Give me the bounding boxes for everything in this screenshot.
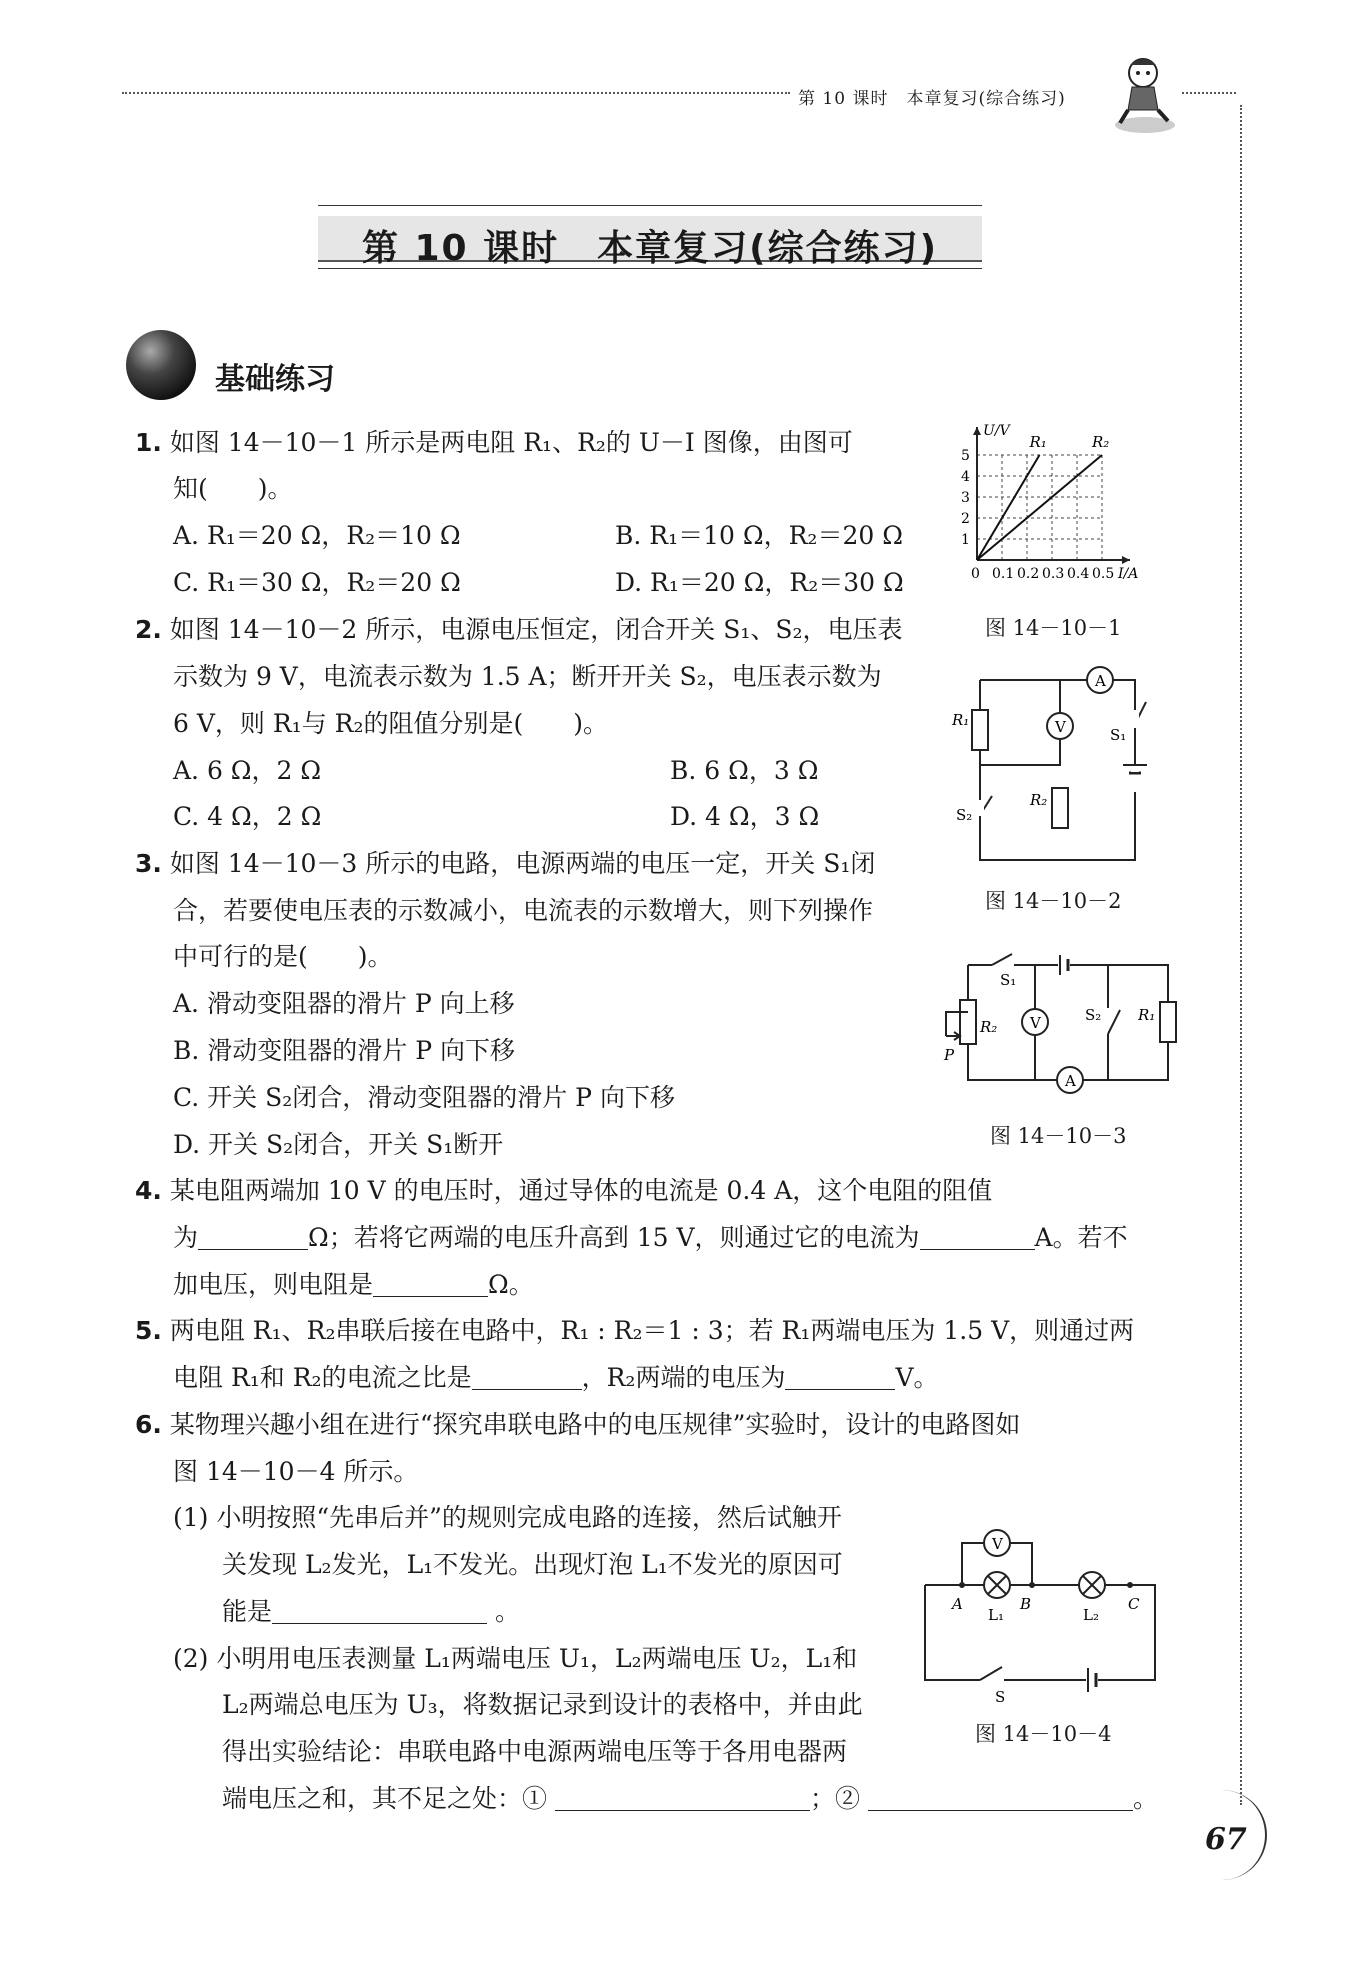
- y-axis-arrow-icon: [973, 427, 981, 435]
- q6: [135, 1412, 1020, 1437]
- resistor-r1: [1160, 1002, 1176, 1042]
- figure-14-10-2-caption: 图 14－10－2: [985, 889, 1122, 913]
- q2-number: 2.: [135, 615, 162, 644]
- q1-option-a: A. R₁＝20 Ω，R₂＝10 Ω: [173, 521, 461, 550]
- q2: [135, 617, 903, 642]
- q6-p1-line1: (1) 小明按照“先串后并”的规则完成电路的连接，然后试触开: [173, 1503, 842, 1532]
- q4-line2: [173, 1225, 1128, 1250]
- q5-number: 5.: [135, 1316, 162, 1345]
- q5-line1: 两电阻 R₁、R₂串联后接在电路中，R₁ : R₂＝1 : 3；若 R₁两端电压为 1.5 V，则通过两: [169, 1316, 1135, 1345]
- q5-line2: [173, 1365, 939, 1390]
- q6-p2-line3: 得出实验结论：串联电路中电源两端电压等于各用电器两: [222, 1737, 848, 1766]
- f3-r1-label: R₁: [1138, 1006, 1156, 1024]
- q6-line2: 图 14－10－4 所示。: [173, 1457, 419, 1486]
- figure-14-10-4-circuit: [920, 1515, 1170, 1706]
- figure-14-10-1-chart: [945, 395, 1185, 595]
- f4-b-label: B: [1020, 1595, 1032, 1613]
- f3-p-label: P: [944, 1046, 955, 1064]
- x-tick-label: 0.2: [1017, 566, 1040, 582]
- resistor-r2: [1052, 788, 1068, 828]
- x-tick-label: 0.3: [1042, 566, 1065, 582]
- page-title: 第 10 课时 本章复习(综合练习): [361, 228, 939, 269]
- q5-text-a: 电阻 R₁和 R₂的电流之比是: [173, 1363, 472, 1392]
- q4-number: 4.: [135, 1176, 162, 1205]
- q3-option-d: D. 开关 S₂闭合，开关 S₁断开: [173, 1130, 504, 1159]
- q6-p2-line2: L₂两端总电压为 U₃，将数据记录到设计的表格中，并由此: [222, 1690, 863, 1719]
- q3-line1: 如图 14－10－3 所示的电路，电源两端的电压一定，开关 S₁闭: [169, 849, 876, 878]
- series-label-1: R₁: [1029, 433, 1047, 451]
- q1-option-d: D. R₁＝20 Ω，R₂＝30 Ω: [615, 568, 904, 597]
- resistor-r1: [972, 710, 988, 750]
- q6-p2-line1: (2) 小明用电压表测量 L₁两端电压 U₁，L₂两端电压 U₂，L₁和: [173, 1644, 858, 1673]
- rheostat-r2: [960, 1000, 976, 1044]
- q2-option-b: B. 6 Ω，3 Ω: [670, 756, 819, 785]
- q1-option-b: B. R₁＝10 Ω，R₂＝20 Ω: [615, 521, 903, 550]
- y-tick-label: 3: [961, 490, 970, 506]
- x-tick-label: 0.5: [1092, 566, 1115, 582]
- header-rule-left: [122, 92, 790, 94]
- q1-line1: 如图 14－10－1 所示是两电阻 R₁、R₂的 U－I 图像，由图可: [169, 428, 853, 457]
- q2-line3: 6 V，则 R₁与 R₂的阻值分别是( )。: [173, 709, 608, 738]
- f2-s1-label: S₁: [1110, 726, 1127, 744]
- right-margin-rule: [1240, 105, 1242, 1805]
- q2-line2: 示数为 9 V，电流表示数为 1.5 A；断开开关 S₂，电压表示数为: [173, 662, 882, 691]
- q5: [135, 1318, 1134, 1343]
- figure-14-10-4-caption: 图 14－10－4: [975, 1722, 1112, 1746]
- section-title: 基础练习: [215, 362, 335, 397]
- series-label-2: R₂: [1092, 433, 1110, 451]
- q6-p2-line4: [222, 1786, 1158, 1811]
- q6-line1: 某物理兴趣小组在进行“探究串联电路中的电压规律”实验时，设计的电路图如: [169, 1410, 1021, 1439]
- figure-14-10-3-caption: 图 14－10－3: [990, 1124, 1127, 1148]
- f2-r1-label: R₁: [952, 711, 970, 729]
- q5-text-c: V。: [895, 1363, 939, 1392]
- q4-blank-2[interactable]: [920, 1227, 1035, 1250]
- q4-line3: [173, 1272, 534, 1297]
- q6-p1-line3: [222, 1599, 520, 1624]
- q3-option-a: A. 滑动变阻器的滑片 P 向上移: [173, 989, 515, 1018]
- mascot-icon: [1110, 55, 1180, 135]
- q6-blank-3[interactable]: [868, 1788, 1133, 1811]
- f2-volt-label: V: [1055, 718, 1066, 736]
- origin-label: 0: [971, 566, 980, 582]
- f3-amp-label: A: [1065, 1072, 1076, 1090]
- running-title: 第 10 课时 本章复习(综合练习): [798, 89, 1066, 109]
- header-rule-right: [1182, 92, 1236, 94]
- q4-blank-1[interactable]: [198, 1227, 308, 1250]
- f3-s1-label: S₁: [1000, 971, 1017, 989]
- q3-option-b: B. 滑动变阻器的滑片 P 向下移: [173, 1036, 515, 1065]
- q1-option-c: C. R₁＝30 Ω，R₂＝20 Ω: [173, 568, 461, 597]
- f4-l2-label: L₂: [1083, 1606, 1099, 1624]
- q4-line1: 某电阻两端加 10 V 的电压时，通过导体的电流是 0.4 A，这个电阻的阻值: [169, 1176, 993, 1205]
- x-tick-label: 0.1: [992, 566, 1015, 582]
- q3-option-c: C. 开关 S₂闭合，滑动变阻器的滑片 P 向下移: [173, 1083, 675, 1112]
- series-line-2: [977, 455, 1102, 560]
- x-axis-label: I/A: [1118, 566, 1139, 582]
- q3-number: 3.: [135, 849, 162, 878]
- q4: [135, 1178, 992, 1203]
- figure-14-10-1-caption: 图 14－10－1: [985, 616, 1122, 640]
- x-axis-arrow-icon: [1122, 556, 1130, 564]
- page-title-frame: [318, 205, 982, 269]
- f4-c-label: C: [1128, 1595, 1140, 1613]
- section-ball-icon: [126, 330, 196, 400]
- q6-p2-text-c: 。: [1132, 1784, 1158, 1813]
- chart-tick-labels: [961, 423, 1138, 582]
- f3-r2-label: R₂: [980, 1018, 998, 1036]
- q1: [135, 430, 853, 455]
- q2-option-d: D. 4 Ω，3 Ω: [670, 802, 820, 831]
- q6-blank-2[interactable]: [555, 1788, 810, 1811]
- q5-blank-2[interactable]: [785, 1367, 895, 1390]
- f3-volt-label: V: [1030, 1014, 1041, 1032]
- f4-volt-label: V: [992, 1535, 1003, 1553]
- y-tick-label: 5: [961, 448, 970, 464]
- q6-p1-text-b: 。: [494, 1597, 520, 1626]
- y-tick-label: 4: [961, 469, 970, 485]
- q4-text-d: 加电压，则电阻是: [173, 1270, 374, 1299]
- q3-line2: 合，若要使电压表的示数减小，电流表的示数增大，则下列操作: [173, 896, 874, 925]
- q2-line1: 如图 14－10－2 所示，电源电压恒定，闭合开关 S₁、S₂，电压表: [169, 615, 903, 644]
- chart-series: [977, 455, 1102, 560]
- q2-option-c: C. 4 Ω，2 Ω: [173, 802, 322, 831]
- f4-s-label: S: [995, 1688, 1006, 1706]
- q4-text-e: Ω。: [488, 1270, 534, 1299]
- q4-blank-3[interactable]: [373, 1274, 488, 1297]
- f2-s2-label: S₂: [956, 806, 973, 824]
- q5-text-b: ，R₂两端的电压为: [581, 1363, 786, 1392]
- figure-14-10-2-circuit: [950, 660, 1150, 870]
- page-number: 67: [1205, 1822, 1247, 1857]
- q6-p2-text-b: ；②: [809, 1784, 860, 1813]
- f2-r2-label: R₂: [1030, 791, 1048, 809]
- q6-p2-text-a: 端电压之和，其不足之处：①: [222, 1784, 548, 1813]
- f2-amp-label: A: [1095, 672, 1106, 690]
- q2-option-a: A. 6 Ω，2 Ω: [173, 756, 322, 785]
- y-tick-label: 2: [961, 511, 970, 527]
- f3-s2-label: S₂: [1085, 1006, 1102, 1024]
- q4-text-c: A。若不: [1034, 1223, 1128, 1252]
- q3: [135, 851, 875, 876]
- q1-number: 1.: [135, 428, 162, 457]
- q5-blank-1[interactable]: [472, 1367, 582, 1390]
- q3-line3: 中可行的是( )。: [173, 942, 393, 971]
- f4-l1-label: L₁: [988, 1606, 1004, 1624]
- x-tick-label: 0.4: [1067, 566, 1090, 582]
- q1-line2: 知( )。: [173, 474, 293, 503]
- series-line-1: [977, 455, 1040, 560]
- q6-number: 6.: [135, 1410, 162, 1439]
- figure-14-10-3-circuit: [940, 950, 1180, 1100]
- q4-text-b: Ω；若将它两端的电压升高到 15 V，则通过它的电流为: [308, 1223, 920, 1252]
- q6-p1-line2: 关发现 L₂发光，L₁不发光。出现灯泡 L₁不发光的原因可: [222, 1550, 843, 1579]
- f4-a-label: A: [952, 1595, 963, 1613]
- y-axis-label: U/V: [983, 423, 1010, 439]
- q6-p1-text-a: 能是: [222, 1597, 273, 1626]
- y-tick-label: 1: [961, 532, 970, 548]
- q4-text-a: 为: [173, 1223, 199, 1252]
- q6-blank-1[interactable]: [272, 1601, 487, 1624]
